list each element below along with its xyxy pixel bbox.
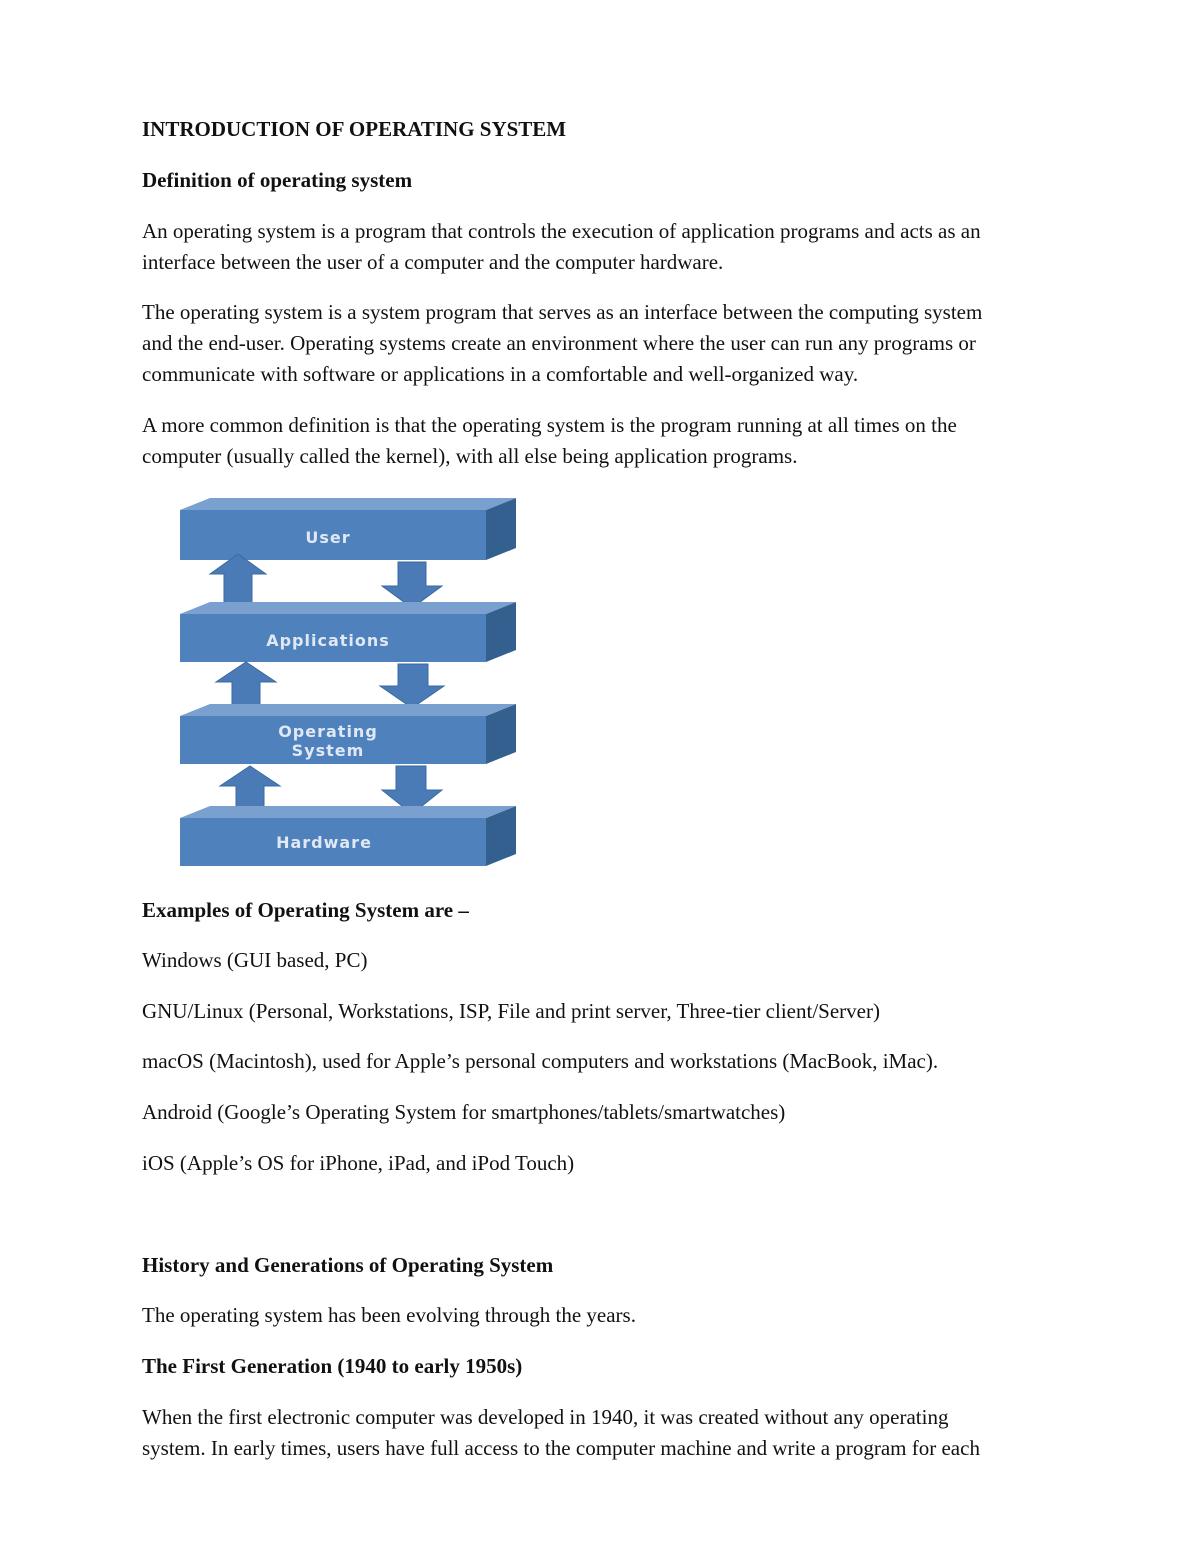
paragraph-1-line-1: An operating system is a program that controls the execution of application programs and acts as an [142, 219, 981, 243]
paragraph-2-line-3: communicate with software or applications in a comfortable and well-organized way. [142, 362, 859, 386]
layer-label-user: User [305, 528, 351, 547]
first-generation-line-2: system. In early times, users have full access to the computer machine and write a program for each [142, 1436, 980, 1460]
layer-label-applications: Applications [266, 631, 390, 650]
up-arrow-1 [210, 554, 266, 606]
paragraph-2-line-1: The operating system is a system program that serves as an interface between the computing system [142, 300, 983, 324]
example-linux: GNU/Linux (Personal, Workstations, ISP, File and print server, Three-tier client/Server) [142, 999, 880, 1023]
paragraph-3-line-2: computer (usually called the kernel), with all else being application programs. [142, 444, 798, 468]
layer-user [180, 498, 516, 560]
history-intro: The operating system has been evolving through the years. [142, 1303, 636, 1327]
first-generation-heading: The First Generation (1940 to early 1950s) [142, 1354, 523, 1378]
layer-operating-system [180, 704, 516, 764]
up-arrow-2 [216, 662, 276, 708]
example-windows: Windows (GUI based, PC) [142, 948, 368, 972]
layer-label-hardware: Hardware [276, 833, 372, 852]
example-macos: macOS (Macintosh), used for Apple’s personal computers and workstations (MacBook, iMac). [142, 1049, 939, 1073]
layer-label-operating: Operating [278, 722, 378, 741]
down-arrow-2 [380, 664, 444, 708]
layer-label-system: System [291, 741, 365, 760]
definition-heading: Definition of operating system [142, 168, 413, 192]
history-heading: History and Generations of Operating System [142, 1253, 554, 1277]
os-layers-diagram [176, 496, 520, 868]
layer-hardware [180, 806, 516, 866]
page-title: INTRODUCTION OF OPERATING SYSTEM [142, 117, 567, 141]
examples-heading: Examples of Operating System are – [142, 898, 469, 922]
up-arrow-3 [220, 766, 280, 808]
paragraph-3-line-1: A more common definition is that the operating system is the program running at all times on the [142, 413, 957, 437]
layer-applications [180, 602, 516, 662]
example-ios: iOS (Apple’s OS for iPhone, iPad, and iPod Touch) [142, 1151, 575, 1175]
first-generation-line-1: When the first electronic computer was developed in 1940, it was created without any operating [142, 1405, 949, 1429]
down-arrow-1 [382, 562, 442, 608]
paragraph-2-line-2: and the end-user. Operating systems create an environment where the user can run any programs or [142, 331, 976, 355]
paragraph-1-line-2: interface between the user of a computer and the computer hardware. [142, 250, 724, 274]
example-android: Android (Google’s Operating System for smartphones/tablets/smartwatches) [142, 1100, 786, 1124]
